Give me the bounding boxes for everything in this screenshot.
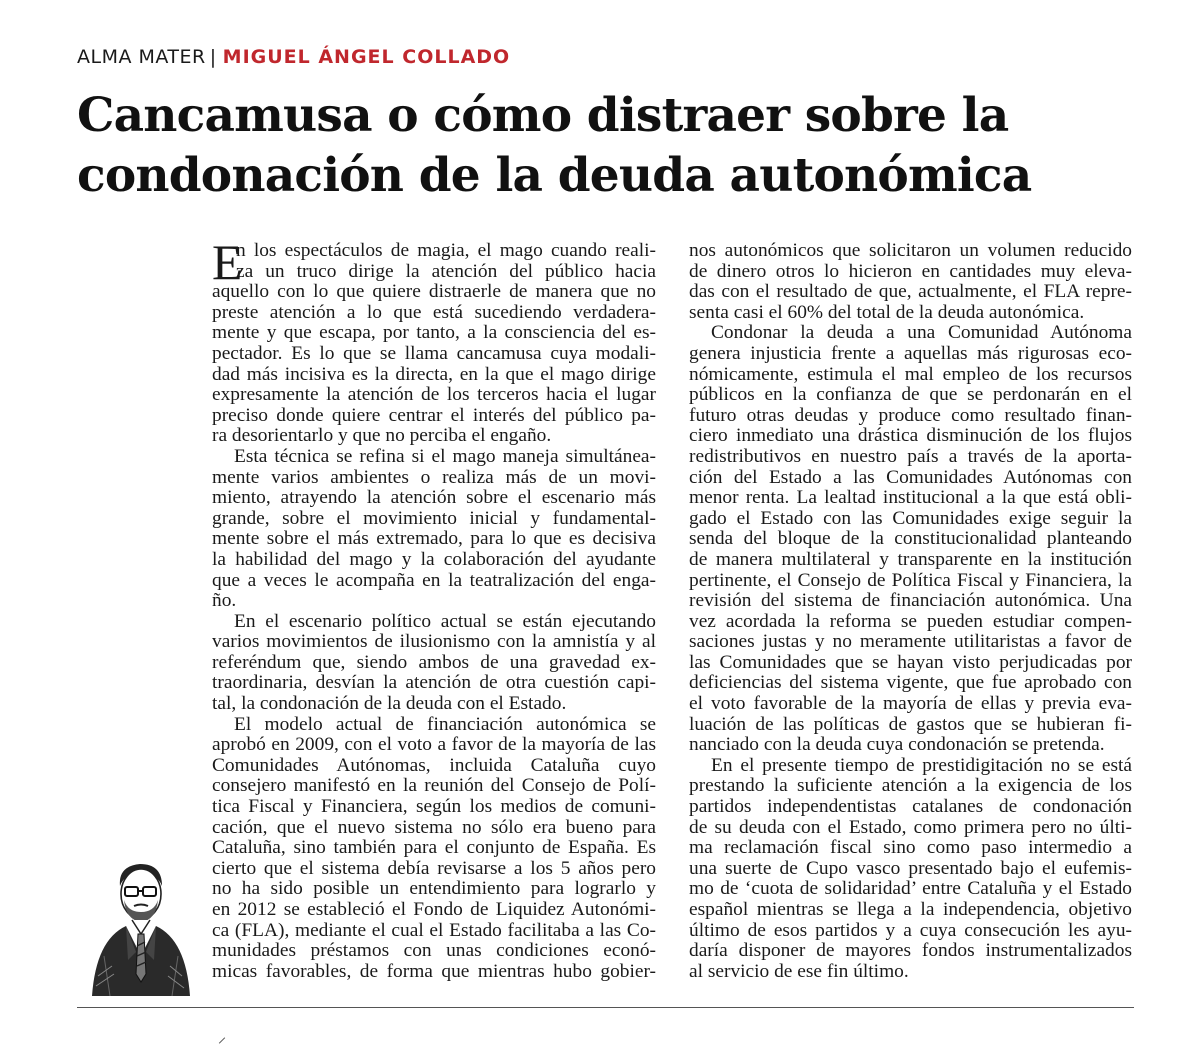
text-line: varios movimientos de ilusionismo con la amnistía y al	[212, 631, 656, 653]
text-line: mo de ‘cuota de solidaridad’ entre Cataluña y el Estado	[689, 878, 1132, 900]
text-line: partidos independentistas catalanes de condonación	[689, 796, 1132, 818]
text-line: referéndum que, siendo ambos de una gravedad ex-	[212, 651, 656, 673]
text-line: pectador. Es lo que se llama cancamusa cuya modali-	[212, 342, 656, 364]
text-line: senda del bloque de la constitucionalidad planteando	[689, 528, 1132, 550]
text-line: mente sobre el más extremado, para lo que es decisiva	[212, 528, 656, 550]
text-line: genera injusticia frente a aquellas más rigurosas eco-	[689, 342, 1132, 364]
text-line: miento, atrayendo la atención sobre el escenario más	[212, 487, 656, 509]
kicker-separator: |	[209, 46, 217, 68]
text-line: español mientras se llega a la independencia, objetivo	[689, 899, 1132, 920]
text-line: gado el Estado con las Comunidades exige seguir la	[689, 507, 1132, 529]
text-line: la habilidad del mago y la colaboración del ayudante	[212, 548, 656, 570]
text-line: das con el resultado de que, actualmente, el FLA repre-	[689, 281, 1132, 303]
text-line: dad más incisiva es la directa, en la que el mago dirige	[212, 363, 656, 385]
text-line: prestando la suficiente atención a la exigencia de los	[689, 775, 1132, 797]
text-line: daría disponer de mayores fondos instrumentalizados	[689, 940, 1132, 962]
text-line: tal, la condonación de la deuda con el Estado.	[212, 693, 567, 715]
column-right	[689, 241, 1132, 982]
text-line: grande, sobre el movimiento inicial y fundamental-	[212, 507, 656, 529]
text-line: de dinero otros lo hicieron en cantidades muy eleva-	[689, 260, 1132, 282]
text-line: redistributivos en nuestro país a través de la aporta-	[689, 445, 1132, 467]
text-line: de manera multilateral y transparente en la institución	[689, 548, 1132, 570]
text-line: El modelo actual de financiación autonómica se	[234, 713, 656, 735]
text-line: tica Fiscal y Financiera, según los medios de comuni-	[212, 796, 656, 818]
section-name: ALMA MATER	[77, 46, 206, 68]
headline-line: Cancamusa o cómo distraer sobre la	[77, 88, 1009, 143]
text-line: el voto favorable de la mayoría de ellas y previa eva-	[689, 693, 1132, 715]
text-line: públicos en la confianza de que se perdonarán en el	[689, 384, 1132, 406]
text-line: munidades préstamos con unas condiciones econó-	[212, 940, 656, 962]
author-portrait-icon	[82, 856, 197, 996]
text-line: aquello con lo que quiere distraerle de manera que no	[212, 281, 656, 303]
bottom-divider	[77, 1007, 1134, 1008]
text-line: micas favorables, de forma que mientras hubo gobier-	[212, 960, 656, 982]
text-line: nos autonómicos que solicitaron un volumen reducido	[689, 240, 1132, 261]
text-line: ción del Estado a las Comunidades Autónomas con	[689, 466, 1132, 488]
text-line: ciero inmediato una drástica disminución de los flujos	[689, 425, 1132, 447]
text-line: Comunidades Autónomas, incluida Cataluña cuyo	[212, 754, 656, 776]
text-line: expresamente la atención de los terceros hacia el lugar	[212, 384, 656, 406]
text-line: una suerte de Cupo vasco presentado bajo el eufemis-	[689, 857, 1132, 879]
text-line: En el escenario político actual se están ejecutando	[234, 610, 656, 632]
text-line: nómicamente, estimula el mal empleo de los recursos	[689, 363, 1132, 385]
article-kicker	[77, 46, 510, 68]
text-line: traordinaria, desvían la atención de otra cuestión capi-	[212, 672, 656, 694]
text-line: cierto que el sistema debía revisarse a los 5 años pero	[212, 857, 656, 879]
text-line: En el presente tiempo de prestidigitación no se está	[711, 754, 1132, 776]
text-line: Condonar la deuda a una Comunidad Autónoma	[711, 322, 1132, 344]
text-line: luación de las políticas de gastos que se hubieran fi-	[689, 713, 1132, 735]
text-line: ca (FLA), mediante el cual el Estado facilitaba a las Co-	[212, 919, 656, 941]
headline	[77, 86, 1157, 206]
column-left	[212, 234, 656, 982]
text-line: pertinente, el Consejo de Política Fiscal y Financiera, la	[689, 569, 1132, 591]
text-line: deficiencias del sistema vigente, que fue aprobado con	[689, 672, 1132, 694]
text-line: mente y que escapa, por tanto, a la consciencia del es-	[212, 322, 656, 344]
text-line: Esta técnica se refina si el mago maneja simultánea-	[234, 445, 656, 467]
footer-mark	[219, 1037, 225, 1043]
text-line: futuro otras deudas y produce como resultado finan-	[689, 404, 1132, 426]
text-line: vez acordada la reforma se pueden estudiar compen-	[689, 610, 1132, 632]
author-name: MIGUEL ÁNGEL COLLADO	[222, 46, 511, 68]
text-line: último de esos partidos y a cuya consecución les ayu-	[689, 919, 1132, 941]
text-line: senta casi el 60% del total de la deuda autonómica.	[689, 301, 1085, 323]
text-line: nanciado con la deuda cuya condonación se pretenda.	[689, 734, 1105, 756]
text-line: menor renta. La lealtad institucional a la que está obli-	[689, 487, 1132, 509]
text-line: de su deuda con el Estado, como primera pero no últi-	[689, 816, 1132, 838]
text-line: ño.	[212, 590, 237, 612]
text-line: al servicio de ese fin último.	[689, 960, 909, 982]
headline-line: condonación de la deuda autonómica	[77, 148, 1032, 203]
text-line: consejero manifestó en la reunión del Consejo de Polí-	[212, 775, 656, 797]
drop-cap: E	[212, 234, 243, 290]
text-line: mente varios ambientes o realiza más de un movi-	[212, 466, 656, 488]
text-line: preste atención a lo que está sucediendo verdadera-	[212, 301, 656, 323]
text-line: preciso donde quiere centrar el interés del público pa-	[212, 404, 656, 426]
text-line: Cataluña, sino también para el conjunto de España. Es	[212, 837, 656, 859]
text-line: ra desorientarlo y que no perciba el engaño.	[212, 425, 552, 447]
text-line: revisión del sistema de financiación autonómica. Una	[689, 590, 1132, 612]
text-line: n los espectáculos de magia, el mago cuando reali-	[236, 240, 656, 261]
text-line: no ha sido posible un entendimiento para lograrlo y	[212, 878, 656, 900]
text-line: aprobó en 2009, con el voto a favor de la mayoría de las	[212, 734, 656, 756]
text-line: cación, que el nuevo sistema no sólo era bueno para	[212, 816, 656, 838]
text-line: saciones justas y no meramente utilitaristas a favor de	[689, 631, 1132, 653]
text-line: ma reclamación fiscal sino como paso intermedio a	[689, 837, 1132, 859]
text-line: las Comunidades que se hayan visto perjudicadas por	[689, 651, 1132, 673]
text-line: za un truco dirige la atención del público hacia	[236, 260, 656, 282]
text-line: en 2012 se estableció el Fondo de Liquidez Autonómi-	[212, 899, 656, 920]
text-line: que a veces le acompaña en la teatralización del enga-	[212, 569, 656, 591]
